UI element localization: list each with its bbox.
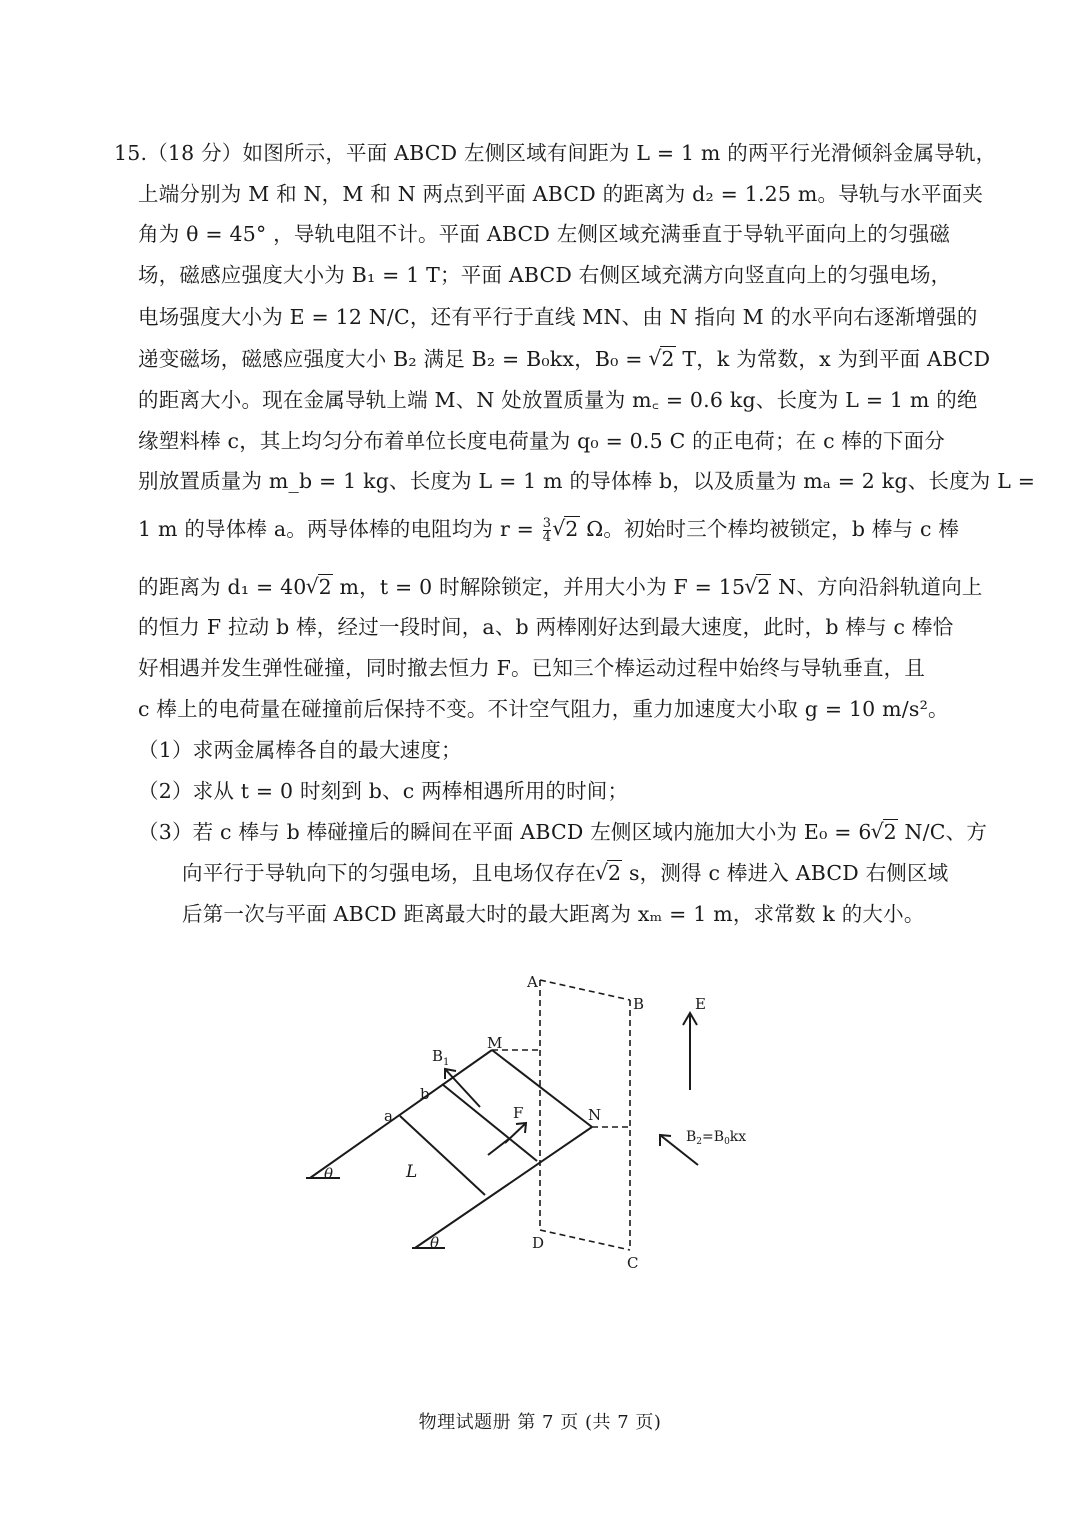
force-arrow: [505, 1123, 526, 1143]
svg-text:θ: θ: [324, 1165, 334, 1183]
question-line-3: 角为 θ = 45° ，导轨电阻不计。平面 ABCD 左侧区域充满垂直于导轨平面向上的匀强磁: [138, 222, 951, 246]
svg-text:A: A: [527, 973, 538, 991]
question-number: 15.: [114, 141, 148, 165]
svg-text:b: b: [420, 1085, 430, 1103]
svg-text:L: L: [406, 1162, 418, 1182]
b2-label: $B_2=B_0kx$: [686, 1129, 747, 1147]
svg-text:θ: θ: [430, 1234, 440, 1252]
question-line-5: 电场强度大小为 E = 12 N/C，还有平行于直线 MN、由 N 指向 M 的水平向右逐渐增强的: [138, 305, 978, 329]
rod-a: [400, 1116, 485, 1195]
question-line-10: 1 m 的导体棒 a。两导体棒的电阻均为 r = $\frac{3}{4}$ √ 2 Ω。初始时三个棒均被锁定，b 棒与 c 棒: [138, 512, 959, 544]
question-line-9: 别放置质量为 m_b = 1 kg、长度为 L = 1 m 的导体棒 b，以及质量为 mₐ = 2 kg、长度为 L =: [138, 469, 1036, 493]
question-line-6: 递变磁场，磁感应强度大小 B₂ 满足 B₂ = B₀kx，B₀ = √ 2 T，k 为常数，x 为到平面 ABCD: [138, 342, 990, 372]
sqrt-symbol: √ 2: [307, 575, 333, 599]
upper-rail: [310, 1050, 492, 1178]
svg-text:C: C: [627, 1254, 639, 1272]
sqrt-symbol: √ 2: [553, 517, 579, 541]
question-score: （18 分）: [147, 141, 243, 165]
part-3-line-3: 后第一次与平面 ABCD 距离最大时的最大距离为 xₘ = 1 m，求常数 k 的大小。: [182, 902, 925, 926]
svg-text:D: D: [532, 1234, 545, 1252]
question-line-2: 上端分别为 M 和 N，M 和 N 两点到平面 ABCD 的距离为 d₂ = 1.25 m。导轨与水平面夹: [138, 182, 984, 206]
part-3-line-1: （3）若 c 棒与 b 棒碰撞后的瞬间在平面 ABCD 左侧区域内施加大小为 E₀ = 6√ 2 N/C、方: [138, 815, 987, 845]
svg-text:a: a: [384, 1107, 393, 1125]
rails: [306, 1050, 592, 1248]
sqrt-symbol: √ 2: [596, 861, 622, 885]
svg-text:F: F: [513, 1104, 524, 1122]
sqrt-symbol: √ 2: [745, 575, 771, 599]
svg-text:B: B: [432, 1047, 444, 1065]
question-line-11: 的距离为 d₁ = 40√ 2 m，t = 0 时解除锁定，并用大小为 F = 15√ 2 N、方向沿斜轨道向上: [138, 570, 983, 600]
svg-text:1: 1: [443, 1057, 450, 1068]
fraction: $\frac{3}{4}$: [542, 516, 552, 545]
svg-text:E: E: [695, 995, 706, 1013]
rail-diagram: [300, 965, 780, 1275]
question-line-4: 场，磁感应强度大小为 B₁ = 1 T；平面 ABCD 右侧区域充满方向竖直向上的匀强电场，: [138, 263, 952, 287]
sqrt-symbol: √ 2: [872, 820, 898, 844]
question-line-7: 的距离大小。现在金属导轨上端 M、N 处放置质量为 m꜀ = 0.6 kg、长度为 L = 1 m 的绝: [138, 388, 978, 412]
part-1: （1）求两金属棒各自的最大速度；: [138, 738, 462, 762]
svg-text:M: M: [487, 1034, 503, 1052]
lower-rail: [415, 1127, 592, 1248]
sqrt-symbol: √ 2: [649, 347, 675, 371]
svg-text:B: B: [633, 995, 645, 1013]
question-line-12: 的恒力 F 拉动 b 棒，经过一段时间，a、b 两棒刚好达到最大速度，此时，b 棒与 c 棒恰: [138, 615, 954, 639]
diagram-labels: [324, 973, 746, 1272]
part-2: （2）求从 t = 0 时刻到 b、c 两棒相遇所用的时间；: [138, 779, 629, 803]
rod-c-mn: [492, 1050, 592, 1127]
question-line-14: c 棒上的电荷量在碰撞前后保持不变。不计空气阻力，重力加速度大小取 g = 10 m/s²。: [138, 697, 949, 721]
question-line-1: 15.（18 分）如图所示，平面 ABCD 左侧区域有间距为 L = 1 m 的两平行光滑倾斜金属导轨，: [114, 141, 997, 165]
part-3-line-2: 向平行于导轨向下的匀强电场，且电场仅存在√ 2 s，测得 c 棒进入 ABCD 右侧区域: [182, 856, 948, 886]
question-line-8: 缘塑料棒 c，其上均匀分布着单位长度电荷量为 q₀ = 0.5 C 的正电荷；在 c 棒的下面分: [138, 429, 945, 453]
page-footer: 物理试题册 第 7 页 (共 7 页): [418, 1412, 662, 1433]
svg-text:N: N: [588, 1106, 602, 1124]
question-line-13: 好相遇并发生弹性碰撞，同时撤去恒力 F。已知三个棒运动过程中始终与导轨垂直，且: [138, 656, 926, 680]
